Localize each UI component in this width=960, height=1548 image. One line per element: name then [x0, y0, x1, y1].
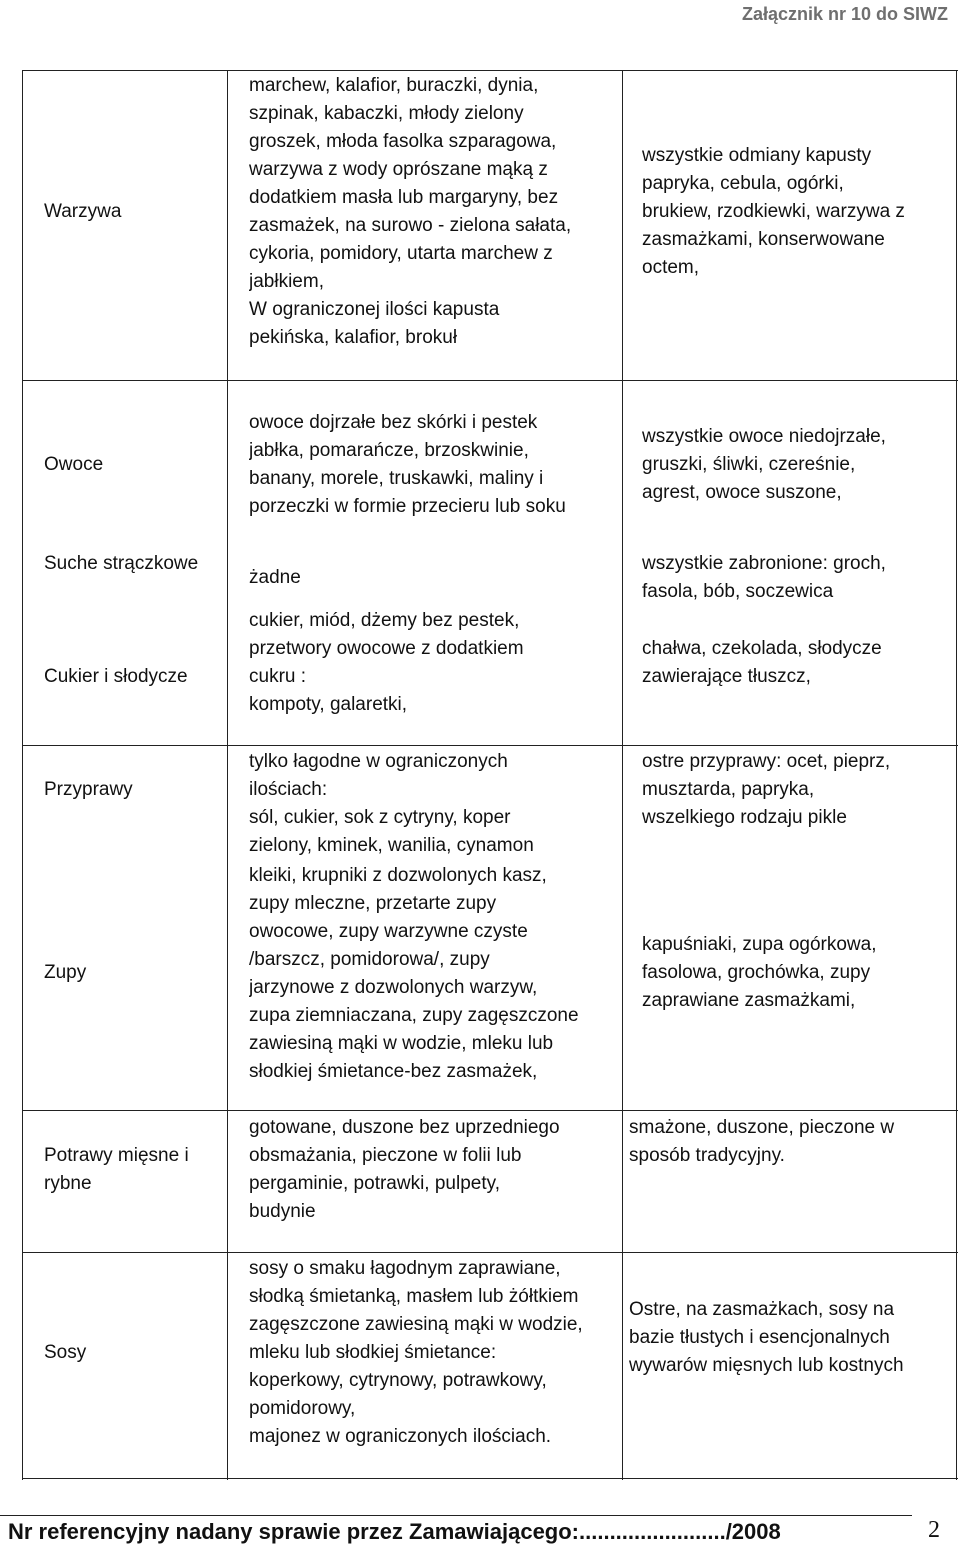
table-row-divider — [22, 1252, 958, 1253]
table-cell-category: Przyprawy — [44, 779, 133, 800]
reference-number-footer: Nr referencyjny nadany sprawie przez Zamawiającego:......................../2008 — [8, 1519, 781, 1544]
table-row-divider — [22, 745, 958, 746]
table-cell-category: Owoce — [44, 454, 104, 475]
table-cell-allowed: gotowane, duszone bez uprzedniego obsmażania, pieczone w folii lub pergaminie, potrawki, pulpety, budynie — [249, 1117, 560, 1222]
table-cell-forbidden: smażone, duszone, pieczone w sposób tradycyjny. — [629, 1117, 895, 1166]
table-cell-allowed: owoce dojrzałe bez skórki i pestek jabłka, pomarańcze, brzoskwinie, banany, morele, truskawki, maliny i porzeczki w formie przecieru lub soku — [249, 412, 566, 517]
table-cell-category: Suche strączkowe — [44, 553, 199, 574]
table-border-right — [956, 70, 957, 1480]
table-cell-allowed: sosy o smaku łagodnym zaprawiane, słodką śmietanką, masłem lub żółtkiem zagęszczone zawiesiną mąki w wodzie, mleku lub słodkiej śmietance: koperkowy, cytrynowy, potrawkowy, pomidorowy, majonez w ograniczonych ilościach. — [249, 1258, 583, 1447]
table-cell-forbidden: chałwa, czekolada, słodycze zawierające tłuszcz, — [642, 638, 882, 687]
table-cell-category: Cukier i słodycze — [44, 666, 188, 687]
table-border-bottom — [22, 1478, 958, 1479]
table-cell-forbidden: wszystkie zabronione: groch, fasola, bób, soczewica — [642, 553, 886, 602]
table-cell-allowed: kleiki, krupniki z dozwolonych kasz, zupy mleczne, przetarte zupy owocowe, zupy warzywne czyste /barszcz, pomidorowa/, zupy jarzynowe z dozwolonych warzyw, zupa ziemniaczana, zupy zagęszczone zawiesiną mąki w wodzie, mleku lub słodkiej śmietance-bez zasmażek, — [249, 865, 579, 1082]
table-border-left — [22, 70, 23, 1480]
table-cell-forbidden: ostre przyprawy: ocet, pieprz, musztarda, papryka, wszelkiego rodzaju pikle — [642, 751, 891, 828]
table-cell-forbidden: wszystkie odmiany kapusty papryka, cebula, ogórki, brukiew, rzodkiewki, warzywa z zasmażkami, konserwowane octem, — [642, 145, 905, 278]
table-cell-allowed: cukier, miód, dżemy bez pestek, przetwory owocowe z dodatkiem cukru : kompoty, galaretki, — [249, 610, 524, 715]
table-cell-category: Zupy — [44, 962, 87, 983]
table-cell-category: Warzywa — [44, 201, 122, 222]
table-cell-category: Potrawy mięsne i rybne — [44, 1145, 189, 1194]
table-cell-forbidden: Ostre, na zasmażkach, sosy na bazie tłustych i esencjonalnych wywarów mięsnych lub kostnych — [629, 1299, 904, 1376]
table-cell-forbidden: kapuśniaki, zupa ogórkowa, fasolowa, grochówka, zupy zaprawiane zasmażkami, — [642, 934, 877, 1011]
table-cell-allowed: żadne — [249, 567, 301, 588]
table-cell-category: Sosy — [44, 1342, 87, 1363]
page-number: 2 — [928, 1517, 940, 1543]
footer-rule — [0, 1515, 912, 1516]
table-cell-allowed: tylko łagodne w ograniczonych ilościach: sól, cukier, sok z cytryny, koper zielony, kminek, wanilia, cynamon — [249, 751, 534, 856]
table-border-top — [22, 70, 958, 71]
table-row-divider — [22, 380, 958, 381]
attachment-header: Załącznik nr 10 do SIWZ — [741, 4, 948, 24]
table-cell-forbidden: wszystkie owoce niedojrzałe, gruszki, śliwki, czereśnie, agrest, owoce suszone, — [642, 426, 886, 503]
diet-table — [22, 70, 958, 1480]
table-row-divider — [22, 1110, 958, 1111]
table-cell-allowed: marchew, kalafior, buraczki, dynia, szpinak, kabaczki, młody zielony groszek, młoda fasolka szparagowa, warzywa z wody oprószane mąką z dodatkiem masła lub margaryny, bez zasmażek, na surowo - zielona sałata, cykoria, pomidory, utarta marchew z jabłkiem, W ograniczonej ilości kapusta pekińska, kalafior, brokuł — [249, 75, 572, 348]
table-column-divider — [227, 70, 228, 1480]
